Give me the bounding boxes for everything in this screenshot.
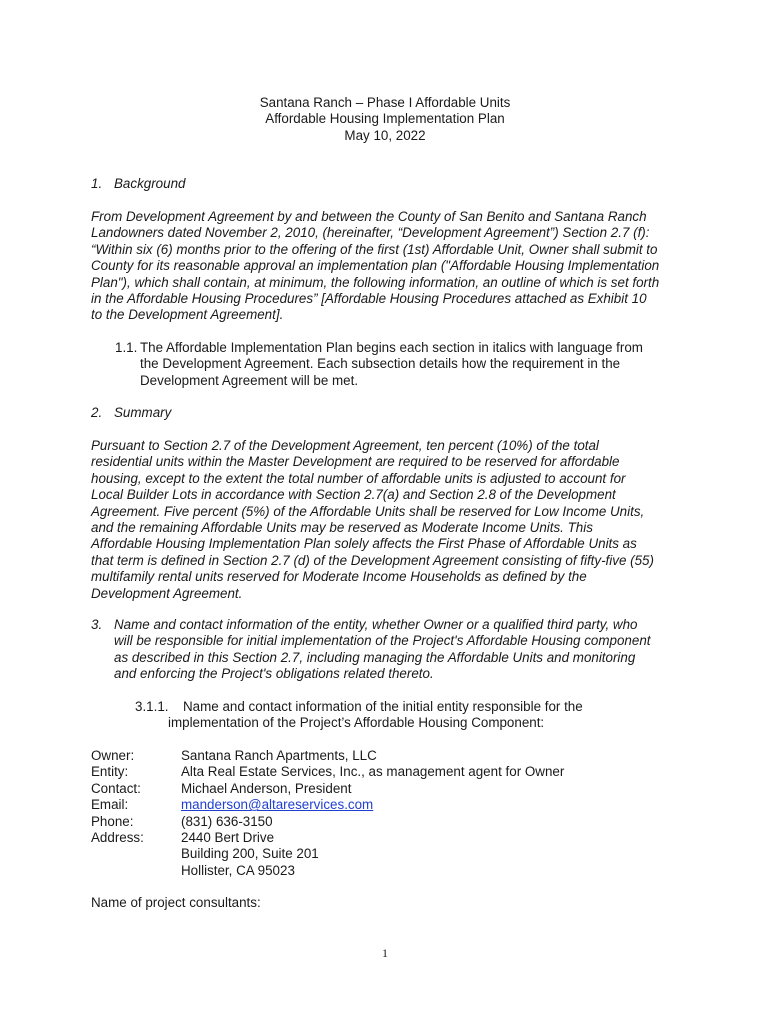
subsection-1-1-number: 1.1. [115, 340, 138, 355]
subsection-3-1-1-number: 3.1.1. [135, 699, 169, 714]
paragraph-line: Pursuant to Section 2.7 of the Development Agreement, ten percent (10%) of the total [91, 438, 599, 453]
paragraph-line: to the Development Agreement]. [91, 307, 284, 323]
section-1-title: Background [114, 176, 186, 191]
paragraph-line: and the remaining Affordable Units may be reserved as Moderate Income Units. This [91, 519, 593, 535]
section-2-heading [91, 405, 171, 421]
paragraph-line: as described in this Section 2.7, including managing the Affordable Units and monitoring [114, 649, 636, 665]
subsection-1-1-text [140, 340, 700, 389]
paragraph-line: will be responsible for initial implementation of the Project's Affordable Housing component [114, 633, 651, 649]
contact-label: Contact: [91, 780, 141, 796]
paragraph-line: County for its reasonable approval an implementation plan ("Affordable Housing Implementation [91, 258, 660, 274]
contact-value: Michael Anderson, President [181, 780, 352, 796]
paragraph-line: The Affordable Implementation Plan begins each section in italics with language from [140, 340, 643, 355]
title-line-3: May 10, 2022 [344, 127, 426, 143]
paragraph-line: Local Builder Lots in accordance with Section 2.7(a) and Section 2.8 of the Development [91, 487, 616, 503]
paragraph-line: Landowners dated November 2, 2010, (hereinafter, “Development Agreement”) Section 2.7 (f): [91, 225, 650, 241]
phone-label: Phone: [91, 813, 134, 829]
section-2-title: Summary [114, 405, 172, 420]
title-line-2: Affordable Housing Implementation Plan [265, 111, 505, 127]
paragraph-line: Name and contact information of the initial entity responsible for the [183, 699, 583, 714]
email-label: Email: [91, 797, 129, 813]
section-2-number: 2. [91, 405, 103, 420]
paragraph-line: housing, except to the extent the total number of affordable units is adjusted to account for [91, 470, 626, 486]
title-line-1: Santana Ranch – Phase I Affordable Units [259, 95, 511, 110]
paragraph-line: “Within six (6) months prior to the offering of the first (1st) Affordable Unit, Owner shall submit to [91, 241, 658, 257]
page-number: 1 [382, 946, 388, 960]
section-3-number: 3. [91, 617, 103, 632]
paragraph-line: Name and contact information of the entity, whether Owner or a qualified third party, who [114, 617, 638, 632]
email-link[interactable]: manderson@altareservices.com [181, 797, 374, 813]
project-consultants-label: Name of project consultants: [91, 895, 261, 910]
paragraph-line: Development Agreement. [91, 585, 243, 601]
address-line-2: Building 200, Suite 201 [181, 846, 319, 862]
entity-label: Entity: [91, 764, 129, 780]
section-1-heading [91, 176, 185, 192]
paragraph-line: From Development Agreement by and between the County of San Benito and Santana Ranch [91, 209, 647, 224]
subsection-3-1-1-text [183, 699, 703, 715]
paragraph-line: implementation of the Project’s Affordable Housing Component: [168, 715, 545, 731]
paragraph-line: multifamily rental units reserved for Moderate Income Households as defined by the [91, 569, 587, 585]
paragraph-line: Plan"), which shall contain, at minimum, the following information, an outline of which is set forth [91, 274, 660, 290]
section-1-number: 1. [91, 176, 103, 191]
phone-value: (831) 636-3150 [181, 813, 273, 829]
paragraph-line: Development Agreement will be met. [140, 372, 359, 388]
owner-value: Santana Ranch Apartments, LLC [181, 748, 377, 763]
paragraph-line: the Development Agreement. Each subsection details how the requirement in the [140, 356, 621, 372]
document-title [0, 95, 770, 144]
address-line-3: Hollister, CA 95023 [181, 862, 295, 878]
subsection-3-1-1-text-cont [168, 715, 708, 731]
paragraph-line: in the Affordable Housing Procedures” [Affordable Housing Procedures attached as Exhibit 10 [91, 290, 647, 306]
paragraph-line: Affordable Housing Implementation Plan solely affects the First Phase of Affordable Units as [91, 536, 637, 552]
section-1-paragraph [91, 209, 691, 324]
section-3-text [114, 617, 704, 683]
paragraph-line: and enforcing the Project's obligations related thereto. [114, 666, 434, 682]
address-label: Address: [91, 830, 144, 845]
paragraph-line: Agreement. Five percent (5%) of the Affordable Units shall be reserved for Low Income Units, [91, 503, 645, 519]
paragraph-line: residential units within the Master Development are required to be reserved for affordable [91, 454, 620, 470]
entity-value: Alta Real Estate Services, Inc., as management agent for Owner [181, 764, 565, 780]
paragraph-line: that term is defined in Section 2.7 (d) of the Development Agreement consisting of fifty-five (55) [91, 552, 654, 568]
address-line-1: 2440 Bert Drive [181, 830, 275, 845]
owner-label: Owner: [91, 748, 135, 763]
section-2-paragraph [91, 438, 691, 602]
